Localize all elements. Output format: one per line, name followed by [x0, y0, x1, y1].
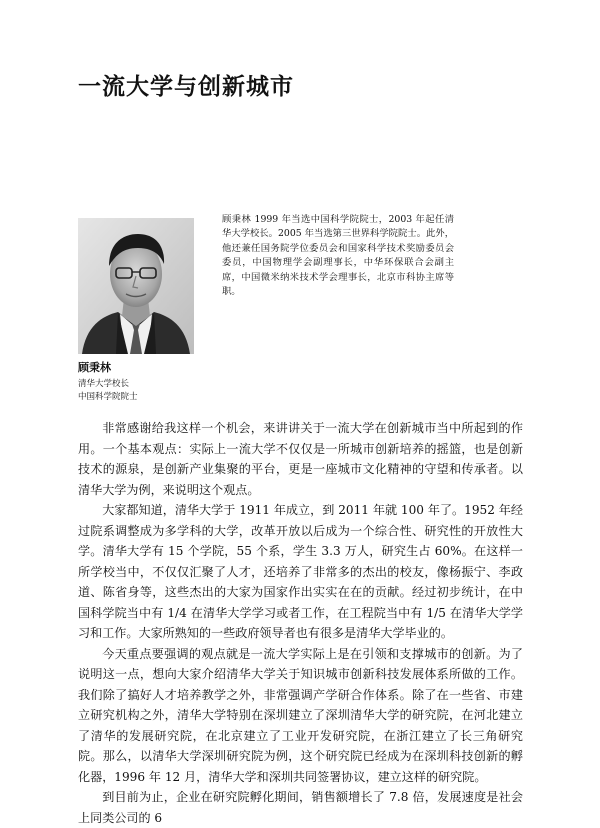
affiliation-line: 中国科学院院士: [78, 391, 138, 402]
body-paragraph: 大家都知道，清华大学于 1911 年成立，到 2011 年就 100 年了。1952 年经过院系调整成为多学科的大学，改革开放以后成为一个综合性、研究性的开放性大学。清华大学有 15 个学院，55 个系，学生 3.3 万人，研究生占 60%。在这样一所学校当中，不仅仅汇聚了人才，还培养了非常多的杰出的校友，像杨振宁、李政道、陈省身等，这些杰出的大家为国家作出实实在在的贡献。经过初步统计，在中国科学院当中有 1/4 在清华大学学习或者工作，在工程院当中有 1/5 在清华大学学习和工作。大家所熟知的一些政府领导者也有很多是清华大学毕业的。: [78, 503, 523, 640]
portrait-icon: [78, 218, 194, 354]
author-affiliations: [78, 378, 138, 403]
body-paragraph: 今天重点要强调的观点就是一流大学实际上是在引领和支撑城市的创新。为了说明这一点，想向大家介绍清华大学关于知识城市创新科技发展体系所做的工作。我们除了搞好人才培养教学之外，非常强调产学研合作体系。除了在一些省、市建立研究机构之外，清华大学特别在深圳建立了深圳清华大学的研究院，在河北建立了清华的发展研究院，在北京建立了工业开发研究院，在浙江建立了长三角研究院。那么，以清华大学深圳研究院为例，这个研究院已经成为在深圳科技创新的孵化器，1996 年 12 月，清华大学和深圳共同签署协议，建立这样的研究院。: [78, 646, 523, 784]
author-name: 顾秉林: [78, 361, 111, 374]
article-body: [78, 418, 523, 828]
body-paragraph: 到目前为止，企业在研究院孵化期间，销售额增长了 7.8 倍，发展速度是社会上同类公司的 6: [78, 790, 523, 825]
body-paragraph: 非常感谢给我这样一个机会，来讲讲关于一流大学在创新城市当中所起到的作用。一个基本观点：实际上一流大学不仅仅是一所城市创新培养的摇篮，也是创新技术的源泉，是创新产业集聚的平台，更是一座城市文化精神的守望和传承者。以清华大学为例，来说明这个观点。: [78, 421, 523, 497]
article-title: 一流大学与创新城市: [78, 73, 294, 100]
affiliation-line: 清华大学校长: [78, 379, 130, 389]
author-photo: [78, 218, 194, 354]
author-bio: 顾秉林 1999 年当选中国科学院院士，2003 年起任清华大学校长。2005 年当选第三世界科学院院士。此外，他还兼任国务院学位委员会和国家科学技术奖励委员会委员，中国物理学会副理事长，中华环保联合会副主席，中国微米纳米技术学会理事长，北京市科协主席等职。: [222, 214, 454, 298]
